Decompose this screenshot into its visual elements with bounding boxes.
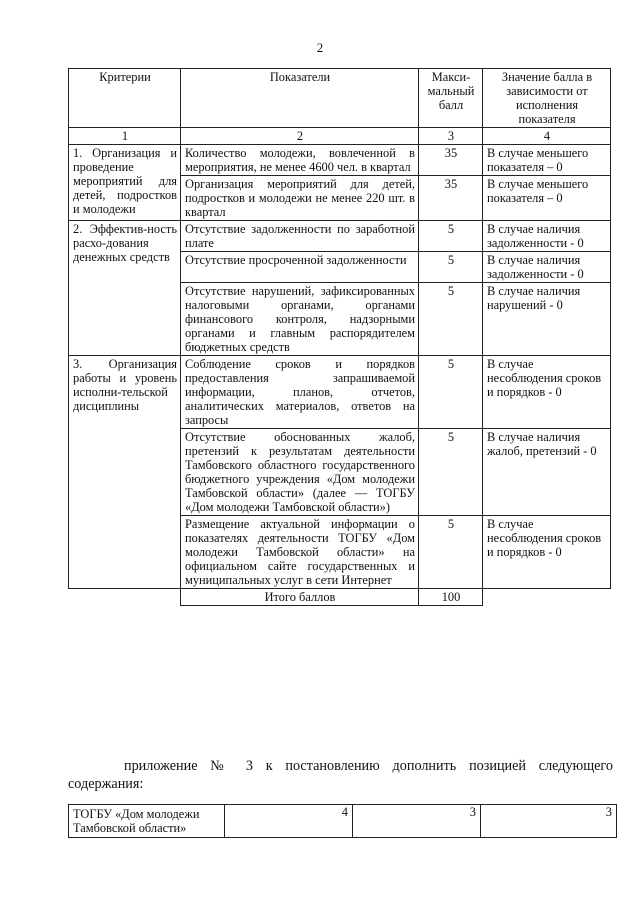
column-number: 4 — [483, 128, 611, 145]
total-value: 100 — [419, 589, 483, 606]
value-cell: 3 — [481, 805, 617, 838]
max-score-cell: 5 — [419, 221, 483, 252]
max-score-cell: 5 — [419, 252, 483, 283]
indicator-cell: Количество молодежи, вовлеченной в мероприятия, не менее 4600 чел. в квартал — [181, 145, 419, 176]
table-row — [69, 805, 617, 838]
indicator-cell: Отсутствие задолженности по заработной плате — [181, 221, 419, 252]
amendment-paragraph: приложение № 3 к постановлению дополнить позицией следующего содержания: — [68, 758, 613, 792]
criterion-cell: 3. Организация работы и уровень исполни-тельской дисциплины — [69, 356, 181, 589]
criteria-table — [68, 68, 611, 606]
table-row — [69, 356, 611, 429]
column-number: 3 — [419, 128, 483, 145]
max-score-cell: 5 — [419, 516, 483, 589]
page-number: 2 — [316, 40, 324, 55]
max-score-cell: 5 — [419, 429, 483, 516]
score-value-cell: В случае наличия задолженности - 0 — [483, 221, 611, 252]
column-number-row — [69, 128, 611, 145]
table-row — [69, 221, 611, 252]
empty-cell — [69, 589, 181, 606]
max-score-cell: 35 — [419, 145, 483, 176]
score-value-cell: В случае несоблюдения сроков и порядков - 0 — [483, 356, 611, 429]
score-value-cell: В случае меньшего показателя – 0 — [483, 176, 611, 221]
header-criteria: Критерии — [69, 69, 181, 128]
max-score-cell: 5 — [419, 283, 483, 356]
header-score-value: Значение балла в зависимости от исполнения показателя — [483, 69, 611, 128]
score-value-cell: В случае наличия нарушений - 0 — [483, 283, 611, 356]
score-value-cell: В случае меньшего показателя – 0 — [483, 145, 611, 176]
column-number: 2 — [181, 128, 419, 145]
max-score-cell: 5 — [419, 356, 483, 429]
score-value-cell: В случае несоблюдения сроков и порядков - 0 — [483, 516, 611, 589]
table-header-row — [69, 69, 611, 128]
value-cell: 3 — [353, 805, 481, 838]
appendix-position-table — [68, 804, 617, 838]
total-row — [69, 589, 611, 606]
header-indicators: Показатели — [181, 69, 419, 128]
organization-cell: ТОГБУ «Дом молодежи Тамбовской области» — [69, 805, 225, 838]
indicator-cell: Соблюдение сроков и порядков предоставления запрашиваемой информации, планов, отчетов, аналитических материалов, ответов на запросы — [181, 356, 419, 429]
table-row — [69, 145, 611, 176]
indicator-cell: Отсутствие обоснованных жалоб, претензий к результатам деятельности Тамбовского областного государственного бюджетного учреждения «Дом молодежи Тамбовской области» (далее — ТОГБУ «Дом молодежи Тамбовской области») — [181, 429, 419, 516]
max-score-cell: 35 — [419, 176, 483, 221]
value-cell: 4 — [225, 805, 353, 838]
header-max-score: Макси-мальный балл — [419, 69, 483, 128]
indicator-cell: Размещение актуальной информации о показателях деятельности ТОГБУ «Дом молодежи Тамбовской области» на официальном сайте государственных и муниципальных услуг в сети Интернет — [181, 516, 419, 589]
empty-cell — [483, 589, 611, 606]
score-value-cell: В случае наличия задолженности - 0 — [483, 252, 611, 283]
indicator-cell: Отсутствие нарушений, зафиксированных налоговыми органами, органами финансового контроля, надзорными органами и главным распорядителем бюджетных средств — [181, 283, 419, 356]
criterion-cell: 2. Эффектив-ность расхо-дования денежных средств — [69, 221, 181, 356]
score-value-cell: В случае наличия жалоб, претензий - 0 — [483, 429, 611, 516]
indicator-cell: Отсутствие просроченной задолженности — [181, 252, 419, 283]
indicator-cell: Организация мероприятий для детей, подростков и молодежи не менее 220 шт. в квартал — [181, 176, 419, 221]
criterion-cell: 1. Организация и проведение мероприятий для детей, подростков и молодежи — [69, 145, 181, 221]
column-number: 1 — [69, 128, 181, 145]
total-label: Итого баллов — [181, 589, 419, 606]
